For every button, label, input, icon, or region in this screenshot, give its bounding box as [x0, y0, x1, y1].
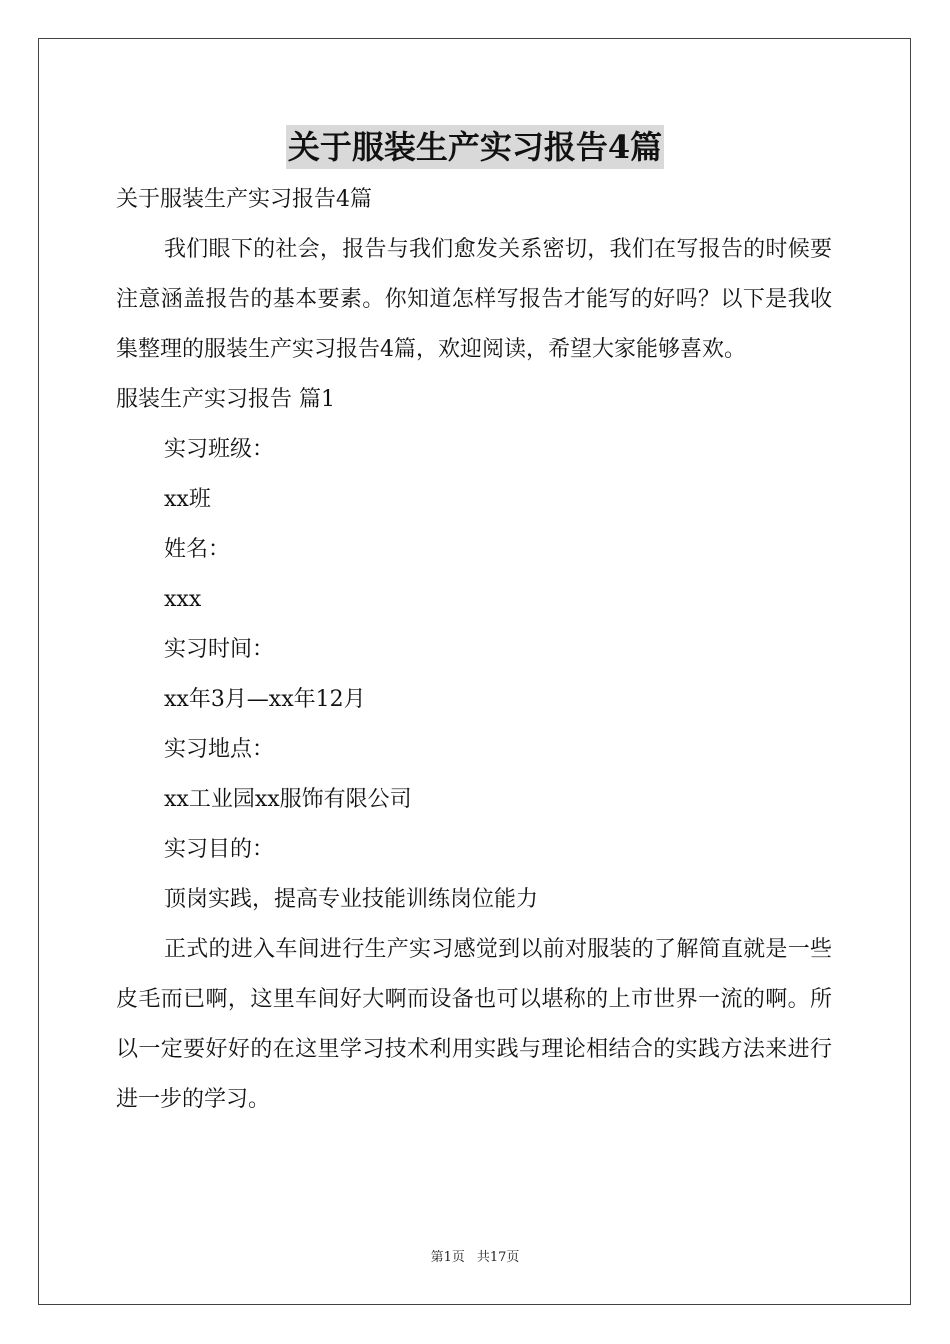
purpose-value: 顶岗实践，提高专业技能训练岗位能力 [164, 887, 539, 912]
time-label: 实习时间： [164, 637, 275, 662]
name-label: 姓名： [164, 537, 231, 562]
document-body [116, 175, 832, 1125]
intro-paragraph: 我们眼下的社会，报告与我们愈发关系密切，我们在写报告的时候要注意涵盖报告的基本要素。你知道怎样写报告才能写的好吗？以下是我收集整理的服装生产实习报告4篇，欢迎阅读，希望大家能够喜欢。 [116, 237, 832, 362]
page-number: 第1页 [430, 1250, 465, 1265]
class-label: 实习班级： [164, 437, 275, 462]
section-heading: 服装生产实习报告 篇1 [116, 387, 335, 412]
class-value: xx班 [164, 487, 211, 512]
body-paragraph: 正式的进入车间进行生产实习感觉到以前对服装的了解简直就是一些皮毛而已啊，这里车间好大啊而设备也可以堪称的上市世界一流的啊。所以一定要好好的在这里学习技术利用实践与理论相结合的实践方法来进行进一步的学习。 [116, 937, 832, 1112]
page-footer [0, 1246, 950, 1265]
purpose-label: 实习目的： [164, 837, 275, 862]
page-total: 共17页 [476, 1250, 520, 1265]
place-value: xx工业园xx服饰有限公司 [164, 787, 412, 812]
subtitle: 关于服装生产实习报告4篇 [116, 187, 372, 212]
name-value: xxx [164, 587, 202, 612]
document-title: 关于服装生产实习报告4篇 [286, 125, 664, 169]
title-area [0, 125, 950, 169]
place-label: 实习地点： [164, 737, 275, 762]
time-value: xx年3月—xx年12月 [164, 687, 366, 712]
